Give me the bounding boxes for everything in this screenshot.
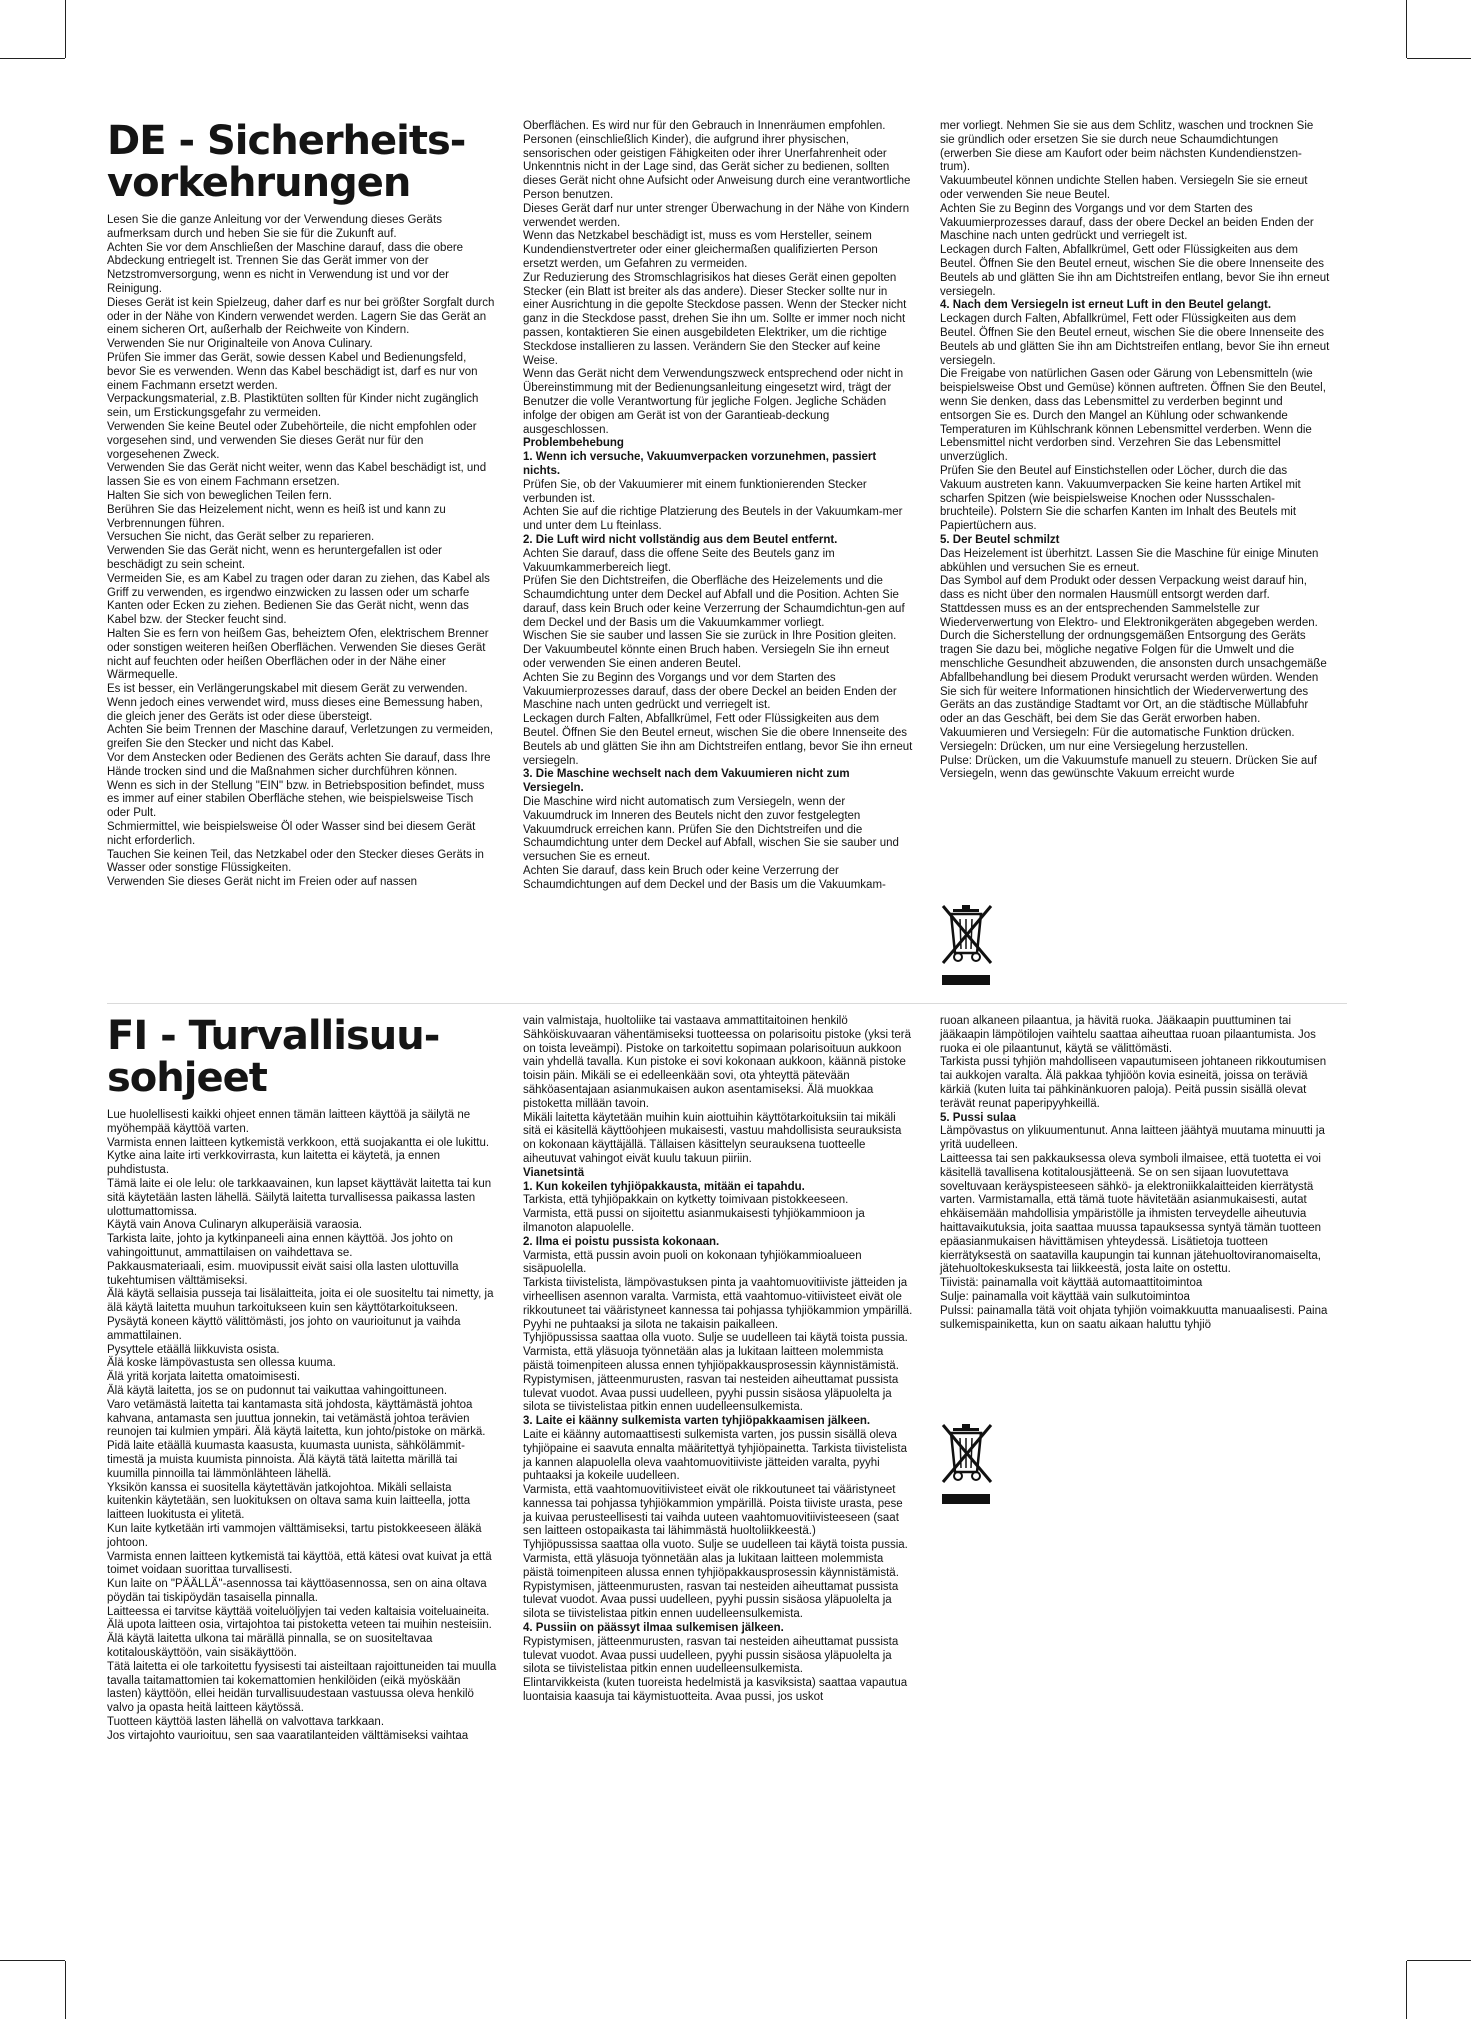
paragraph: Sähköiskuvaaran vähentämiseksi tuotteessa on polarisoitu pistoke (yksi terä on toista leveämpi). Pistoke on tarkoitettu sopimaan polarisoituun aukkoon vain yhdellä tavalla. Kun pistoke ei sovi kokonaan aukkoon, käännä pistoke toisin päin. Mikäli se ei edelleenkään sovi, ota yhteyttä pätevään sähköasentajaan asianmukaisen aukon asentamiseksi. Älä muokkaa pistoketta millään tavoin. [523, 1028, 912, 1110]
paragraph: Tarkista, että tyhjiöpakkain on kytketty toimivaan pistokkeeseen. [523, 1194, 849, 1207]
paragraph: Achten Sie zu Beginn des Vorgangs und vor dem Starten des Vakuumierprozesses darauf, dass der obere Deckel an beiden Enden der Maschine nach unten gedrückt und verriegelt ist. [523, 671, 897, 712]
paragraph: Verpackungsmaterial, z.B. Plastiktüten sollten für Kinder nicht zugänglich sein, um Erstickungsgefahr zu vermeiden. [107, 393, 479, 420]
paragraph: Varmista, että yläsuoja työnnetään alas ja lukitaan laitteen molemmista päistä toimenpiteen alussa ennen tyhjiöpakkausprosessin käynnistämistä. [523, 1346, 899, 1372]
paragraph: Varo vetämästä laitetta tai kantamasta sitä johdosta, käyttämästä johtoa kahvana, antamasta sen juuttua jonnekin, tai vetämästä johtoa terävien reunojen tai kulmien ympäri. Älä käytä laitetta, kun johto/pistoke on märkä. [107, 1398, 486, 1439]
paragraph: Pysyttele etäällä liikkuvista osista. [107, 1343, 280, 1356]
paragraph: Pysäytä koneen käyttö välittömästi, jos johto on vaurioitunut ja vaihda ammattilainen. [107, 1315, 461, 1342]
paragraph: Personen (einschließlich Kinder), die aufgrund ihrer physischen, sensorischen oder geistigen Fähigkeiten oder ihrer Unerfahrenheit oder Unkenntnis nicht in der Lage sind, das Gerät sicher zu bedienen, sollten dieses Gerät nicht ohne Aufsicht oder Anweisung durch eine verantwortliche Person benutzen. [523, 133, 911, 201]
section-heading: 5. Der Beutel schmilzt [940, 533, 1060, 546]
paragraph: Achten Sie auf die richtige Platzierung des Beutels in der Vakuumkam-mer und unter dem Lu fteinlass. [523, 506, 903, 533]
de-column-2 [523, 120, 913, 893]
paragraph: Prüfen Sie, ob der Vakuumierer mit einem funktionierenden Stecker verbunden ist. [523, 478, 867, 505]
fi-title-line-2: sohjeet [107, 1055, 267, 1101]
crop-mark [65, 0, 66, 58]
paragraph: Halten Sie es fern von heißem Gas, beheiztem Ofen, elektrischem Brenner oder sonstigen weiteren heißen Oberflächen. Verwenden Sie dieses Gerät nicht auf feuchten oder heißen Oberflächen oder in der Nähe einer Wärmequelle. [107, 627, 489, 682]
paragraph: Achten Sie vor dem Anschließen der Maschine darauf, dass die obere Abdeckung entriegelt ist. Trennen Sie das Gerät immer von der Netzstromversorgung, wenn es nicht in Verwendung ist und vor der Reinigung. [107, 241, 464, 295]
paragraph: Yksikön kanssa ei suositella käytettävän jatkojohtoa. Mikäli sellaista kuitenkin käytetään, sen luokituksen on oltava sama kuin laitteella, jotta laitteen luokitusta ei ylitetä. [107, 1481, 471, 1522]
fi-column-3-text [940, 1015, 1330, 1332]
paragraph: Tauchen Sie keinen Teil, das Netzkabel oder den Stecker dieses Geräts in Wasser oder sonstige Flüssigkeiten. [107, 848, 484, 875]
paragraph: Kun laite on "PÄÄLLÄ"-asennossa tai käyttöasennossa, sen on aina oltava pöydän tai tiskipöydän tasaisella pinnalla. [107, 1578, 487, 1604]
de-column-1 [107, 120, 497, 890]
paragraph: Vakuumbeutel können undichte Stellen haben. Versiegeln Sie sie erneut oder verwenden Sie neue Beutel. [940, 175, 1308, 201]
crop-mark [0, 58, 65, 59]
paragraph: Jos virtajohto vaurioituu, sen saa vaaratilanteiden välttämiseksi vaihtaa [107, 1729, 469, 1742]
paragraph: Elintarvikkeista (kuten tuoreista hedelmistä ja kasviksista) saattaa vapautua luontaisia kaasuja tai käymistuotteita. Avaa pussi, jos uskot [523, 1677, 908, 1704]
paragraph: vain valmistaja, huoltoliike tai vastaava ammattitaitoinen henkilö [523, 1015, 848, 1027]
paragraph: Leckagen durch Falten, Abfallkrümel, Gett oder Flüssigkeiten aus dem Beutel. Öffnen Sie den Beutel erneut, wischen Sie die obere Innenseite des Beutels ab und glätten Sie ihn am Dichtstreifen entlang, bevor Sie ihn erneut versiegeln. [940, 244, 1330, 298]
section-heading: Problembehebung [523, 437, 624, 450]
paragraph: Älä käytä sellaisia pusseja tai lisälaitteita, joita ei ole suositeltu tai nimetty, ja älä käytä laitetta muuhun tarkoitukseen kuin sen käyttötarkoitukseen. [107, 1288, 494, 1315]
paragraph: Verwenden Sie das Gerät nicht, wenn es heruntergefallen ist oder beschädigt zu sein scheint. [107, 545, 442, 571]
paragraph: Varmista, että pussin avoin puoli on kokonaan tyhjiökammioalueen sisäpuolella. [523, 1249, 862, 1276]
paragraph: Rypistymisen, jätteenmurusten, rasvan tai nesteiden aiheuttamat pussista tulevat vuodot. Avaa pussi uudelleen, pyyhi pussin sisäosa yläpuolelta ja silota se tiivistelistaa pitkin ennen uudelleensulkemista. [523, 1373, 899, 1414]
paragraph: Vakuumieren und Versiegeln: Für die automatische Funktion drücken. [940, 727, 1295, 740]
fi-title-line-1: FI - Turvallisuu- [107, 1013, 440, 1059]
paragraph: Wenn das Netzkabel beschädigt ist, muss es vom Hersteller, seinem Kundendienstvertreter oder einer gleichermaßen qualifizierten Person ersetzt werden, um Gefahren zu vermeiden. [523, 230, 878, 270]
paragraph: Laitteessa ei tarvitse käyttää voiteluöljyjen tai veden kaltaisia voiteluaineita. [107, 1605, 490, 1618]
paragraph: Tiivistä: painamalla voit käyttää automaattitoimintoa [940, 1277, 1203, 1290]
section-heading: 4. Nach dem Versiegeln ist erneut Luft in den Beutel gelangt. [940, 299, 1272, 312]
de-column-2-text [523, 120, 913, 893]
fi-title [107, 1015, 497, 1099]
paragraph: Tuotteen käyttöä lasten lähellä on valvottava tarkkaan. [107, 1716, 385, 1729]
paragraph: Pakkausmateriaali, esim. muovipussit eivät saisi olla lasten ulottuvilla tukehtumisen välttämiseksi. [107, 1260, 459, 1287]
paragraph: Lue huolellisesti kaikki ohjeet ennen tämän laitteen käyttöä ja säilytä ne myöhempää käyttöä varten. [107, 1109, 471, 1135]
paragraph: Tyhjiöpussissa saattaa olla vuoto. Sulje se uudelleen tai käytä toista pussia. [523, 1539, 908, 1552]
paragraph: Leckagen durch Falten, Abfallkrümel, Fett oder Flüssigkeiten aus dem Beutel. Öffnen Sie den Beutel erneut, wischen Sie die obere Innenseite des Beutels ab und glätten Sie ihn am Dichtstreifen entlang, bevor Sie ihn erneut versiegeln. [523, 713, 913, 767]
paragraph: Oberflächen. Es wird nur für den Gebrauch in Innenräumen empfohlen. [523, 120, 886, 132]
paragraph: Achten Sie beim Trennen der Maschine darauf, Verletzungen zu vermeiden, greifen Sie den Stecker und nicht das Kabel. [107, 724, 494, 751]
section-heading: 5. Pussi sulaa [940, 1111, 1017, 1124]
fi-weee-icon [940, 1422, 994, 1506]
paragraph: Vor dem Anstecken oder Bedienen des Geräts achten Sie darauf, dass Ihre Hände trocken sind und die Maßnahmen sicher durchführen können. [107, 752, 491, 778]
paragraph: Prüfen Sie den Beutel auf Einstichstellen oder Löcher, durch die das Vakuum austreten kann. Vakuumverpacken Sie keine harten Artikel mit scharfen Spitzen (wie beispielsweise Knochen oder Nussschalen-bruchteile). Polstern Sie die scharfen Kanten im Inhalt des Beutels mit Papiertüchern aus. [940, 464, 1301, 533]
paragraph: Wenn es sich in der Stellung "EIN" bzw. in Betriebsposition befindet, muss es immer auf einer stabilen Oberfläche stehen, wie beispielsweise Tisch oder Pult. [107, 779, 485, 820]
paragraph: Dieses Gerät ist kein Spielzeug, daher darf es nur bei größter Sorgfalt durch oder in der Nähe von Kindern verwendet werden. Lagern Sie das Gerät an einem sicheren Ort, außerhalb der Reichweite von Kindern. [107, 296, 495, 337]
paragraph: Rypistymisen, jätteenmurusten, rasvan tai nesteiden aiheuttamat pussista tulevat vuodot. Avaa pussi uudelleen, pyyhi pussin sisäosa yläpuolelta ja silota se tiivistelistaa pitkin ennen uudelleensulkemista. [523, 1580, 899, 1621]
section-heading: 2. Ilma ei poistu pussista kokonaan. [523, 1235, 720, 1248]
fi-column-2 [523, 1015, 913, 1705]
paragraph: Kun laite kytketään irti vammojen välttämiseksi, tartu pistokkeeseen äläkä johtoon. [107, 1522, 482, 1549]
paragraph: Wenn das Gerät nicht dem Verwendungszweck entsprechend oder nicht in Übereinstimmung mit der Bedienungsanleitung eingesetzt wird, trägt der Benutzer die volle Verantwortung für jegliche Folgen. Jegliche Schäden infolge der obigen am Gerät ist von der Garantieab-deckung ausgeschlossen. [523, 368, 904, 436]
de-title-line-2: vorkehrungen [107, 160, 411, 206]
paragraph: Pulssi: painamalla tätä voit ohjata tyhjiön voimakkuutta manuaalisesti. Paina sulkemispainiketta, kun on saatu aikaan haluttu tyhjiö [940, 1304, 1328, 1331]
paragraph: Älä käytä laitetta ulkona tai märällä pinnalla, se on suositeltavaa kotitalouskäyttöön, vain sisäkäyttöön. [107, 1633, 433, 1660]
paragraph: Lämpövastus on ylikuumentunut. Anna laitteen jäähtyä muutama minuutti ja yritä uudelleen. [940, 1125, 1325, 1152]
paragraph: Älä yritä korjata laitetta omatoimisesti. [107, 1371, 301, 1384]
paragraph: Tätä laitetta ei ole tarkoitettu fyysisesti tai aisteiltaan rajoittuneiden tai muulla tavalla taitamattomien tai kokemattomien henkilöiden (eikä myöskään lasten) käyttöön, ellei heidän turvallisuudestaan vastuussa oleva henkilö valvo ja opasta heitä laitteen käytössä. [107, 1660, 497, 1715]
de-title [107, 120, 497, 204]
fi-column-1-text [107, 1109, 497, 1744]
section-heading: Vianetsintä [523, 1166, 585, 1179]
fi-column-2-text [523, 1015, 913, 1705]
section-heading: 4. Pussiin on päässyt ilmaa sulkemisen jälkeen. [523, 1622, 784, 1635]
paragraph: Das Heizelement ist überhitzt. Lassen Sie die Maschine für einige Minuten abkühlen und versuchen Sie es erneut. [940, 547, 1319, 574]
de-weee-icon [940, 903, 994, 987]
de-column-3-text [940, 120, 1330, 782]
paragraph: Die Maschine wird nicht automatisch zum Versiegeln, wenn der Vakuumdruck im Inneren des Beutels nicht den zuvor festgelegten Vakuumdruck erreichen kann. Prüfen Sie den Dichtstreifen und die Schaumdichtung unter dem Deckel auf Abfall, wischen Sie sie sauber und versuchen Sie es erneut. [523, 796, 899, 864]
paragraph: Verwenden Sie nur Originalteile von Anova Culinary. [107, 338, 373, 351]
paragraph: Wischen Sie sie sauber und lassen Sie sie zurück in Ihre Position gleiten. [523, 630, 897, 643]
crop-mark [1407, 1960, 1471, 1961]
paragraph: Versiegeln: Drücken, um nur eine Versiegelung herzustellen. [940, 740, 1249, 753]
paragraph: Älä upota laitteen osia, virtajohtoa tai pistoketta veteen tai muihin nesteisiin. [107, 1619, 492, 1632]
paragraph: Mikäli laitetta käytetään muihin kuin aiottuihin käyttötarkoituksiin tai mikäli sitä ei käsitellä käyttöohjeen mukaisesti, vastuu mahdollisista seurauksista on kokonaan käyttäjällä. Tällaisen käsittelyn seurauksena tuotteelle aiheutuvat vahingot eivät kuulu takuun piiriin. [523, 1111, 902, 1165]
paragraph: Älä koske lämpövastusta sen ollessa kuuma. [107, 1357, 336, 1370]
paragraph: Sulje: painamalla voit käyttää vain sulkutoimintoa [940, 1290, 1190, 1303]
paragraph: Halten Sie sich von beweglichen Teilen fern. [107, 489, 332, 502]
paragraph: Tarkista laite, johto ja kytkinpaneeli aina ennen käyttöä. Jos johto on vahingoittunut, ammattilaisen on vaihdettava se. [107, 1233, 453, 1259]
paragraph: Varmista, että vaahtomuovitiivisteet eivät ole rikkoutuneet tai vääristyneet kannessa tai pohjassa tyhjiökammion ympärillä. Poista tiiviste urasta, pese ja kuivaa perusteellisesti tai vaihda uuteen vaahtomuovitiivisteeseen (saat sen laitteen ostopaikasta tai lähimmästä huoltoliikkeestä.) [523, 1484, 903, 1538]
paragraph: Schmiermittel, wie beispielsweise Öl oder Wasser sind bei diesem Gerät nicht erforderlich. [107, 821, 476, 847]
paragraph: Varmista, että pussi on sijoitettu asianmukaisesti tyhjiökammioon ja ilmanoton alapuolelle. [523, 1208, 865, 1234]
crop-mark [65, 1961, 66, 2019]
paragraph: Käytä vain Anova Culinaryn alkuperäisiä varaosia. [107, 1219, 363, 1232]
paragraph: Achten Sie zu Beginn des Vorgangs und vor dem Starten des Vakuumierprozesses darauf, dass der obere Deckel an beiden Enden der Maschine nach unten gedrückt und verriegelt ist. [940, 202, 1314, 243]
paragraph: Achten Sie darauf, dass die offene Seite des Beutels ganz im Vakuumkammerbereich liegt. [523, 547, 835, 574]
section-heading: 3. Laite ei käänny sulkemista varten tyhjiöpakkaamisen jälkeen. [523, 1415, 871, 1428]
paragraph: Es ist besser, ein Verlängerungskabel mit diesem Gerät zu verwenden. Wenn jedoch eines verwendet wird, muss dieses eine Bemessung haben, die gleich jener des Geräts ist oder diese übersteigt. [107, 683, 483, 723]
paragraph: Verwenden Sie dieses Gerät nicht im Freien oder auf nassen [107, 876, 418, 889]
paragraph: Das Symbol auf dem Produkt oder dessen Verpackung weist darauf hin, dass es nicht über den normalen Hausmüll entsorgt werden darf. Stattdessen muss es an der entsprechenden Sammelstelle zur Wiederverwertung von Elektro- und Elektronikgeräten abgegeben werden. Durch die Sicherstellung der ordnungsgemäßen Entsorgung des Geräts tragen Sie dazu bei, mögliche negative Folgen für die Umwelt und die menschliche Gesundheit abzuwenden, die ansonsten durch unsachgemäße Abfallbehandlung bei diesem Produkt verursacht werden würden. Wenden Sie sich für weitere Informationen hinsichtlich der Wiederverwertung des Geräts an das zuständige Stadtamt vor Ort, an die städtische Müllabfuhr oder an das Geschäft, bei dem Sie das Gerät erworben haben. [940, 575, 1327, 726]
de-column-1-text [107, 214, 497, 890]
de-title-line-1: DE - Sicherheits- [107, 118, 466, 164]
paragraph: Versuchen Sie nicht, das Gerät selber zu reparieren. [107, 531, 375, 544]
section-heading: 1. Wenn ich versuche, Vakuumverpacken vorzunehmen, passiert nichts. [523, 451, 877, 477]
paragraph: Älä käytä laitetta, jos se on pudonnut tai vaikuttaa vahingoittuneen. [107, 1384, 448, 1397]
paragraph: Dieses Gerät darf nur unter strenger Überwachung in der Nähe von Kindern verwendet werden. [523, 202, 910, 229]
paragraph: Verwenden Sie das Gerät nicht weiter, wenn das Kabel beschädigt ist, und lassen Sie es von einem Fachmann ersetzen. [107, 462, 487, 489]
paragraph: Tarkista tiivistelista, lämpövastuksen pinta ja vaahtomuovitiiviste jätteiden ja virheellisen asennon varalta. Varmista, että vaahtomuo-vitiivisteet eivät ole rikkoutuneet tai vääristyneet kannessa tai pohjassa tyhjiökammion ympärillä. Pyyhi ne puhtaaksi ja silota ne takaisin paikalleen. [523, 1277, 913, 1331]
paragraph: Zur Reduzierung des Stromschlagrisikos hat dieses Gerät einen gepolten Stecker (ein Blatt ist breiter als das andere). Dieser Stecker sollte nur in einer Ausrichtung in die gepolte Steckdose passen. Wenn der Stecker nicht ganz in die Steckdose passt, drehen Sie ihn um. Sollte er immer noch nicht passen, kontaktieren Sie einen ausgebildeten Elektriker, um die richtige Steckdose installieren zu lassen. Verändern Sie den Stecker auf keine Weise. [523, 271, 907, 367]
paragraph: Tarkista pussi tyhjiön mahdolliseen vapautumiseen johtaneen rikkoutumisen tai aukkojen varalta. Älä pakkaa tyhjiöön kovia esineitä, joissa on teräviä kärkiä (kuten luita tai pähkinänkuoren paloja). Peitä pussin sisällä olevat terävät reunat paperipyyhkeillä. [940, 1056, 1327, 1110]
paragraph: Die Freigabe von natürlichen Gasen oder Gärung von Lebensmitteln (wie beispielsweise Obst und Gemüse) können auftreten. Öffnen Sie den Beutel, wenn Sie denken, dass das Lebensmittel zu verderben beginnt und entsorgen Sie es. Durch den Mangel an Kühlung oder schwankende Temperaturen im Kühlschrank können Lebensmittel verderben. Wenn die Lebensmittel nicht verdorben sind. Verzehren Sie das Lebensmittel unverzüglich. [940, 368, 1326, 464]
de-column-3 [940, 120, 1330, 782]
paragraph: Pidä laite etäällä kuumasta kaasusta, kuumasta uunista, sähkölämmit-timestä ja muista kuumista pinnoista. Älä käytä tätä laitetta märillä tai kuumilla pinnoilla tai lämmönlähteen lähellä. [107, 1440, 465, 1480]
paragraph: Rypistymisen, jätteenmurusten, rasvan tai nesteiden aiheuttamat pussista tulevat vuodot. Avaa pussi uudelleen, pyyhi pussin sisäosa yläpuolelta ja silota se tiivistelistaa pitkin ennen uudelleensulkemista. [523, 1635, 899, 1676]
fi-column-1 [107, 1015, 497, 1744]
paragraph: Pulse: Drücken, um die Vakuumstufe manuell zu steuern. Drücken Sie auf Versiegeln, wenn das gewünschte Vakuum erreicht wurde [940, 754, 1317, 781]
paragraph: Leckagen durch Falten, Abfallkrümel, Fett oder Flüssigkeiten aus dem Beutel. Öffnen Sie den Beutel erneut, wischen Sie die obere Innenseite des Beutels ab und glätten Sie ihn am Dichtstreifen entlang, bevor Sie ihn erneut versiegeln. [940, 313, 1330, 367]
paragraph: Prüfen Sie immer das Gerät, sowie dessen Kabel und Bedienungsfeld, bevor Sie es verwenden. Wenn das Kabel beschädigt ist, darf es nur von einem Fachmann ersetzt werden. [107, 351, 478, 392]
paragraph: Tämä laite ei ole lelu: ole tarkkaavainen, kun lapset käyttävät laitetta tai kun sitä käytetään lasten lähellä. Säilytä laitetta turvallisessa paikassa lasten ulottumattomissa. [107, 1177, 492, 1218]
paragraph: Vermeiden Sie, es am Kabel zu tragen oder daran zu ziehen, das Kabel als Griff zu verwenden, es irgendwo einzwicken zu lassen oder um scharfe Kanten oder Ecken zu ziehen. Bedienen Sie das Gerät nicht, wenn das Kabel bzw. der Stecker feucht sind. [107, 572, 490, 627]
crop-mark [1406, 1961, 1407, 2019]
crop-mark [0, 1960, 65, 1961]
section-divider [107, 1003, 1347, 1004]
paragraph: Laitteessa tai sen pakkauksessa oleva symboli ilmaisee, että tuotetta ei voi käsitellä tavallisena kotitalousjätteenä. Se on sen sijaan luovutettava soveltuvaan keräyspisteeseen sähkö- ja elektroniikkalaitteiden kierrätystä varten. Varmistamalla, että tämä tuote hävitetään asianmukaisesti, autat ehkäisemään mahdollisia ympäristölle ja ihmisten terveydelle aiheutuvia haittavaikutuksia, joita saattaa muussa tapauksessa syntyä tämän tuotteen epäasianmukaisen hävittämisen yhteydessä. Lisätietoja tuotteen kierrätyksestä on saatavilla kaupungin tai kunnan jätehuoltoviranomaiselta, jätehuoltokeskuksesta tai liikkeestä, josta laite on ostettu. [940, 1152, 1322, 1276]
paragraph: Varmista, että yläsuoja työnnetään alas ja lukitaan laitteen molemmista päistä toimenpiteen alussa ennen tyhjiöpakkausprosessin käynnistämistä. [523, 1553, 899, 1579]
paragraph: Tyhjiöpussissa saattaa olla vuoto. Sulje se uudelleen tai käytä toista pussia. [523, 1332, 908, 1345]
paragraph: Varmista ennen laitteen kytkemistä verkkoon, että suojakantta ei ole lukittu. Kytke aina laite irti verkkovirrasta, kun laitetta ei käytetä, ja ennen puhdistusta. [107, 1136, 490, 1177]
crop-mark [1407, 58, 1471, 59]
section-heading: 2. Die Luft wird nicht vollständig aus dem Beutel entfernt. [523, 533, 838, 546]
paragraph: Der Vakuumbeutel könnte einen Bruch haben. Versiegeln Sie ihn erneut oder verwenden Sie einen anderen Beutel. [523, 644, 890, 671]
paragraph: mer vorliegt. Nehmen Sie sie aus dem Schlitz, waschen und trocknen Sie sie gründlich oder ersetzen Sie sie durch neue Schaumdichtungen (erwerben Sie diese am Kaufort oder beim nächsten Kundendienstzen-trum). [940, 120, 1314, 174]
paragraph: Verwenden Sie keine Beutel oder Zubehörteile, die nicht empfohlen oder vorgesehen sind, und verwenden Sie dieses Gerät nur für den vorgesehenen Zweck. [107, 420, 477, 461]
crop-mark [1406, 0, 1407, 58]
paragraph: Lesen Sie die ganze Anleitung vor der Verwendung dieses Geräts aufmerksam durch und heben Sie sie für die Zukunft auf. [107, 214, 442, 240]
section-heading: 3. Die Maschine wechselt nach dem Vakuumieren nicht zum Versiegeln. [523, 768, 850, 795]
paragraph: Berühren Sie das Heizelement nicht, wenn es heiß ist und kann zu Verbrennungen führen. [107, 503, 446, 530]
paragraph: Varmista ennen laitteen kytkemistä tai käyttöä, että kätesi ovat kuivat ja että toimet voidaan suorittaa turvallisesti. [107, 1550, 492, 1577]
paragraph: Laite ei käänny automaattisesti sulkemista varten, jos pussin sisällä oleva tyhjiöpaine ei saavuta ennalta määritettyä tyhjiöpainetta. Tarkista tiivistelista ja kannen alapuolella oleva vaahtomuovitiiviste jätteiden varalta, pyyhi puhtaaksi ja kokeile uudelleen. [523, 1428, 907, 1483]
paragraph: ruoan alkaneen pilaantua, ja hävitä ruoka. Jääkaapin puuttuminen tai jääkaapin lämpötilojen vaihtelu saattaa aiheuttaa ruoan pilaantumista. Jos ruoka ei ole pilaantunut, käytä se välittömästi. [940, 1015, 1316, 1055]
paragraph: Prüfen Sie den Dichtstreifen, die Oberfläche des Heizelements und die Schaumdichtung unter dem Deckel auf Abfall und die Position. Achten Sie darauf, dass kein Bruch oder keine Verzerrung der Schaumdichtun-gen auf dem Deckel und der Basis um die Vakuumkammer vorliegt. [523, 575, 905, 629]
fi-column-3 [940, 1015, 1330, 1332]
paragraph: Achten Sie darauf, dass kein Bruch oder keine Verzerrung der Schaumdichtungen auf dem Deckel und der Basis um die Vakuumkam- [523, 865, 886, 891]
section-heading: 1. Kun kokeilen tyhjiöpakkausta, mitään ei tapahdu. [523, 1180, 805, 1193]
